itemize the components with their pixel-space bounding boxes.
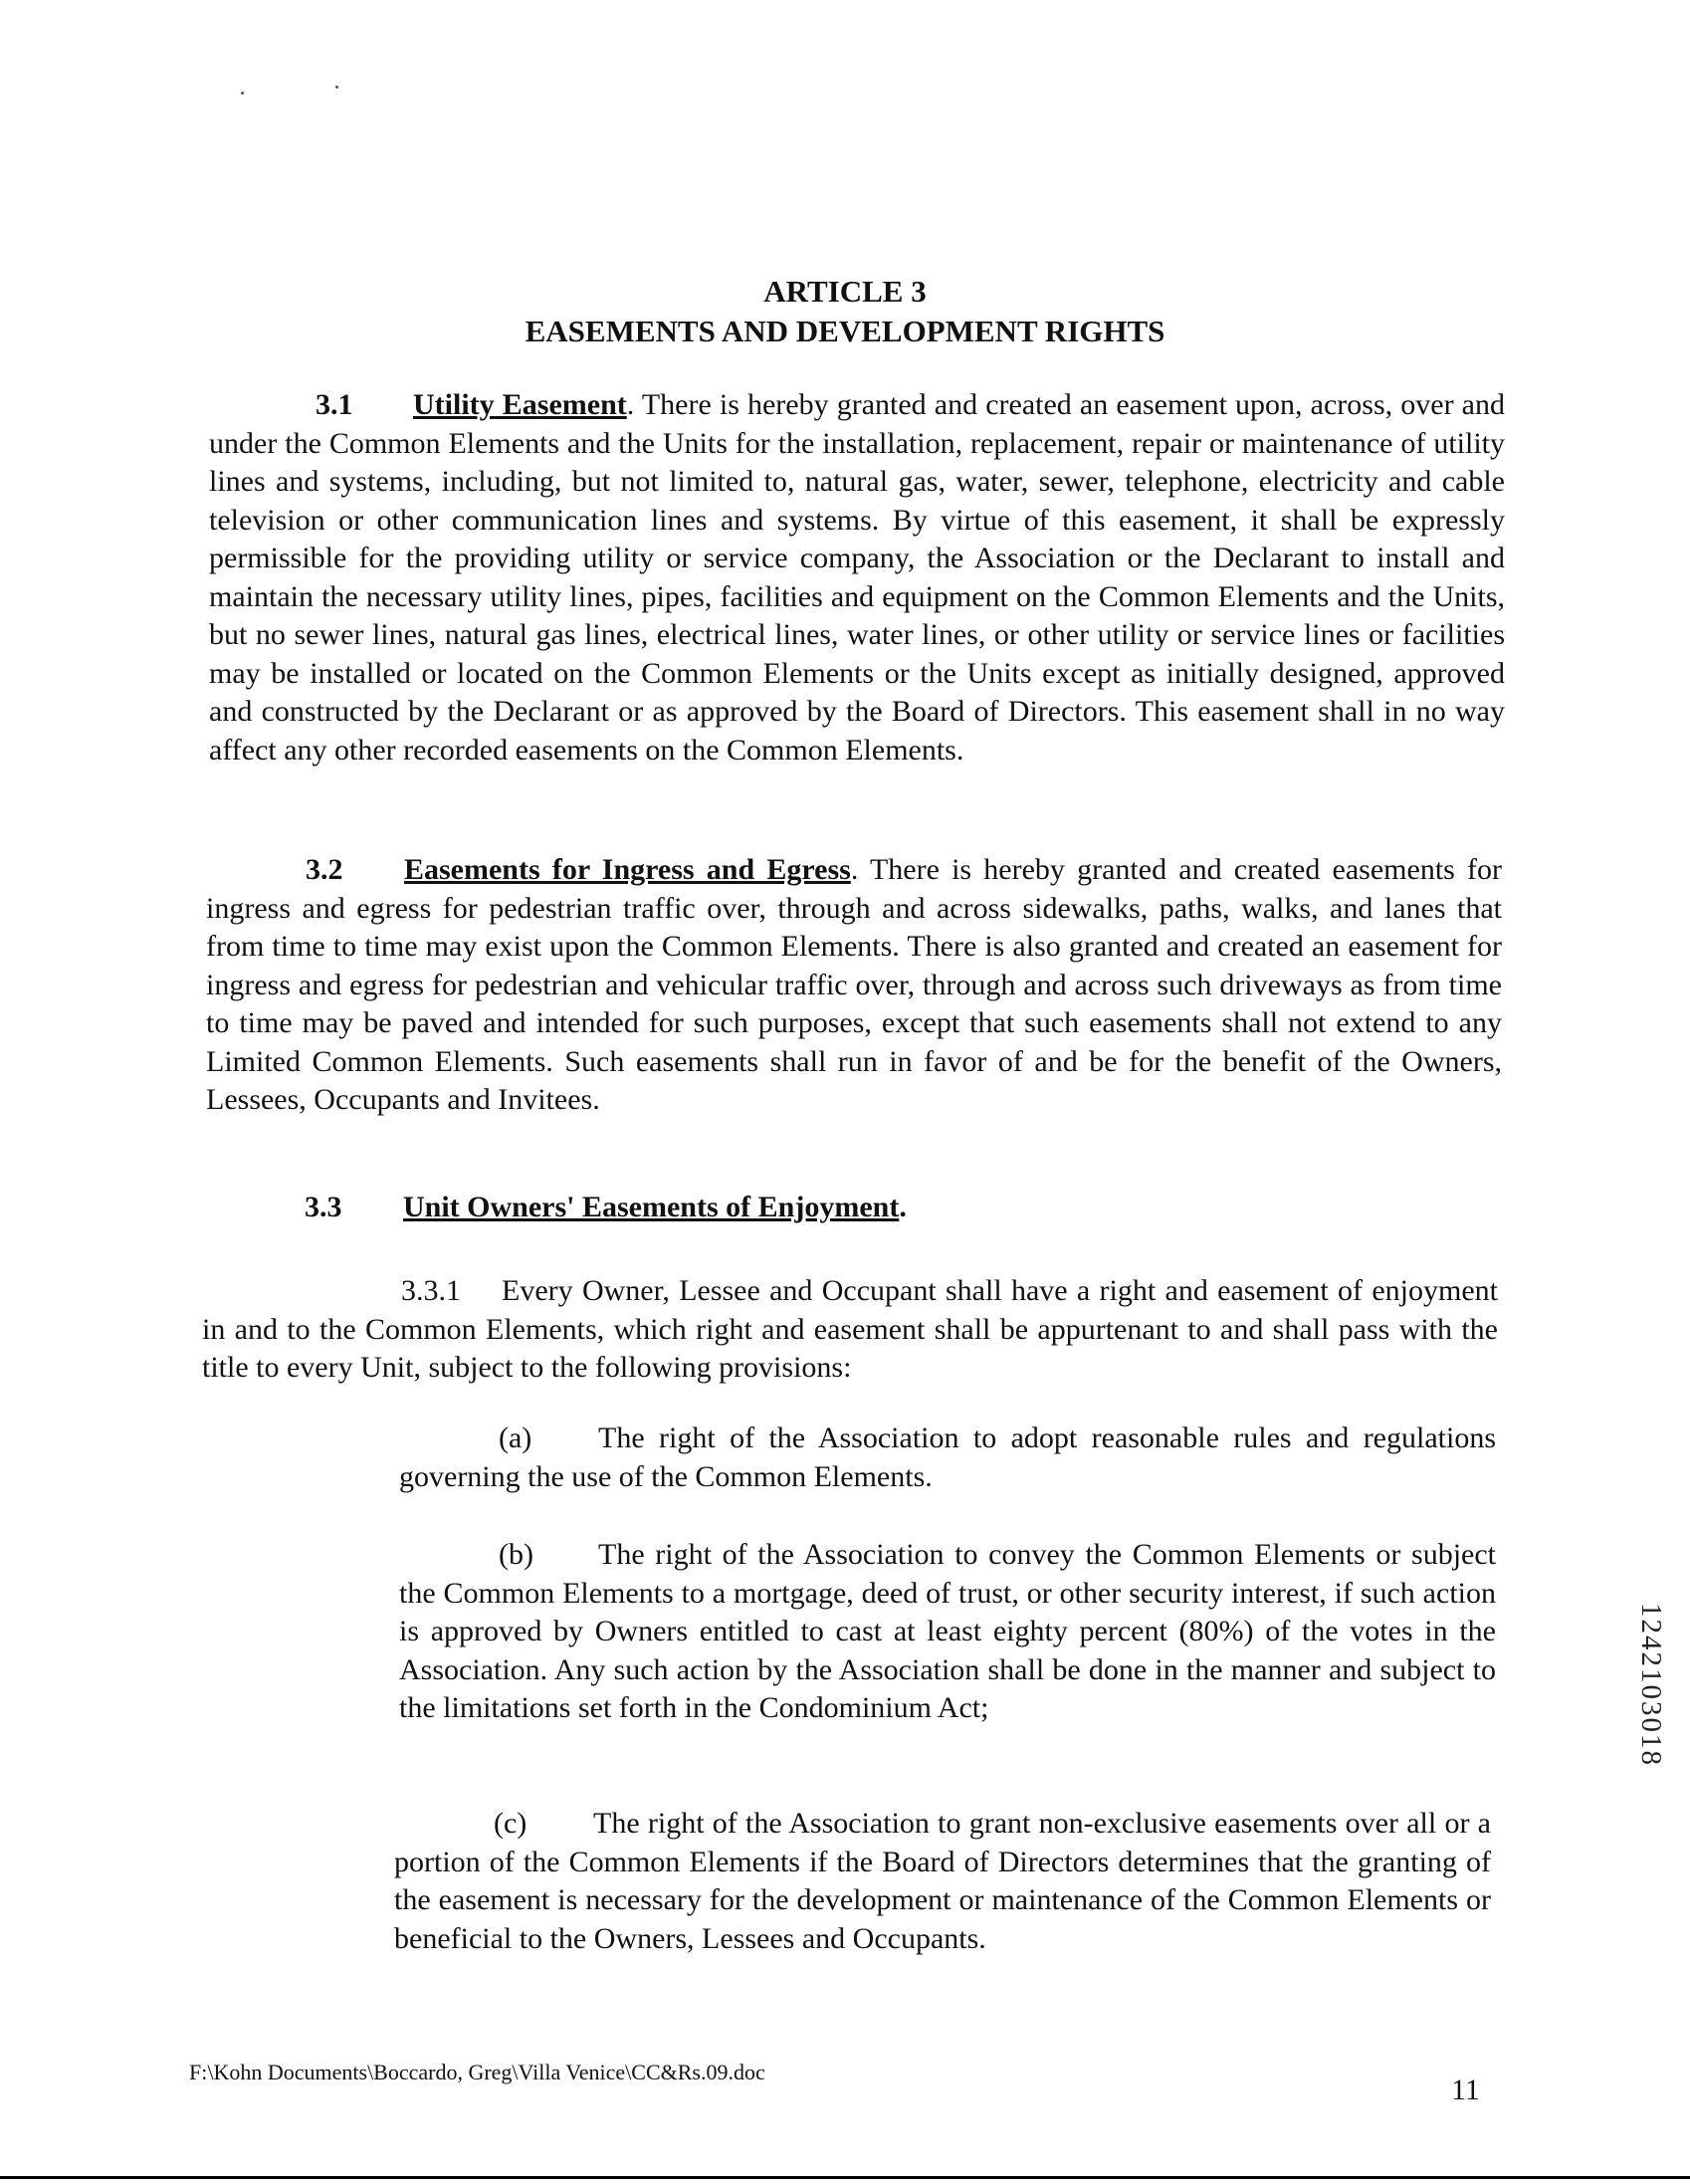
provision-body: The right of the Association to convey the Common Elements or subject the Common Elements to a mortgage, deed of trust, or other security interest, if such action is approved by Owners entitled to cast at least eighty percent (80%) of the votes in the Association. Any such action by the Association shall be done in the manner and subject to the limitations set forth in the Condominium Act; (399, 1538, 1496, 1724)
section-3-3-1 (202, 1272, 1498, 1388)
section-3-3-heading (305, 1189, 907, 1226)
section-number: 3.1 (316, 388, 353, 421)
section-3-2 (206, 851, 1502, 1120)
section-title: Unit Owners' Easements of Enjoyment (403, 1191, 900, 1223)
scan-speck (335, 86, 338, 89)
provision-body: The right of the Association to adopt reasonable rules and regulations governing the use of the Common Elements. (399, 1421, 1496, 1493)
provision-c (394, 1805, 1491, 1958)
article-title: EASEMENTS AND DEVELOPMENT RIGHTS (525, 314, 1165, 348)
scan-speck (241, 92, 244, 95)
section-body: . There is hereby granted and created easements for ingress and egress for pedestrian traffic over, through and across sidewalks, paths, walks, and lanes that from time to time may exist upon the Common Elements. There is also granted and created an easement for ingress and egress for pedestrian and vehicular traffic over, through and across such driveways as from time to time may be paved and intended for such purposes, except that such easements shall not extend to any Limited Common Elements. Such easements shall run in favor of and be for the benefit of the Owners, Lessees, Occupants and Invitees. (206, 853, 1502, 1116)
page-number: 11 (1451, 2074, 1480, 2106)
provision-label: (c) (494, 1807, 528, 1840)
article-number: ARTICLE 3 (763, 274, 927, 309)
section-title: Easements for Ingress and Egress (404, 853, 851, 886)
section-title-period: . (899, 1191, 907, 1223)
section-number: 3.3 (305, 1191, 342, 1223)
provision-label: (a) (499, 1421, 532, 1454)
provision-b (399, 1536, 1496, 1728)
subsection-body: Every Owner, Lessee and Occupant shall have a right and easement of enjoyment in and to the Common Elements, which right and easement shall be appurtenant to and shall pass with the title to every Unit, subject to the following provisions: (202, 1274, 1498, 1384)
section-3-1 (209, 386, 1505, 769)
subsection-number: 3.3.1 (401, 1274, 461, 1307)
footer-file-path: F:\Kohn Documents\Boccardo, Greg\Villa Venice\CC&Rs.09.doc (189, 2060, 765, 2084)
recording-number-stamp: 1242103018 (1635, 1603, 1667, 1767)
provision-a (399, 1420, 1496, 1496)
scan-bottom-edge (0, 2176, 1690, 2179)
section-number: 3.2 (306, 853, 343, 886)
provision-label: (b) (499, 1538, 533, 1571)
provision-body: The right of the Association to grant non-exclusive easements over all or a portion of the Common Elements if the Board of Directors determines that the granting of the easement is necessary for the development or maintenance of the Common Elements or beneficial to the Owners, Lessees and Occupants. (394, 1807, 1491, 1955)
section-body: . There is hereby granted and created an easement upon, across, over and under the Common Elements and the Units for the installation, replacement, repair or maintenance of utility lines and systems, including, but not limited to, natural gas, water, sewer, telephone, electricity and cable television or other communication lines and systems. By virtue of this easement, it shall be expressly permissible for the providing utility or service company, the Association or the Declarant to install and maintain the necessary utility lines, pipes, facilities and equipment on the Common Elements and the Units, but no sewer lines, natural gas lines, electrical lines, water lines, or other utility or service lines or facilities may be installed or located on the Common Elements or the Units except as initially designed, approved and constructed by the Declarant or as approved by the Board of Directors. This easement shall in no way affect any other recorded easements on the Common Elements. (209, 388, 1505, 766)
section-title: Utility Easement (413, 388, 627, 421)
